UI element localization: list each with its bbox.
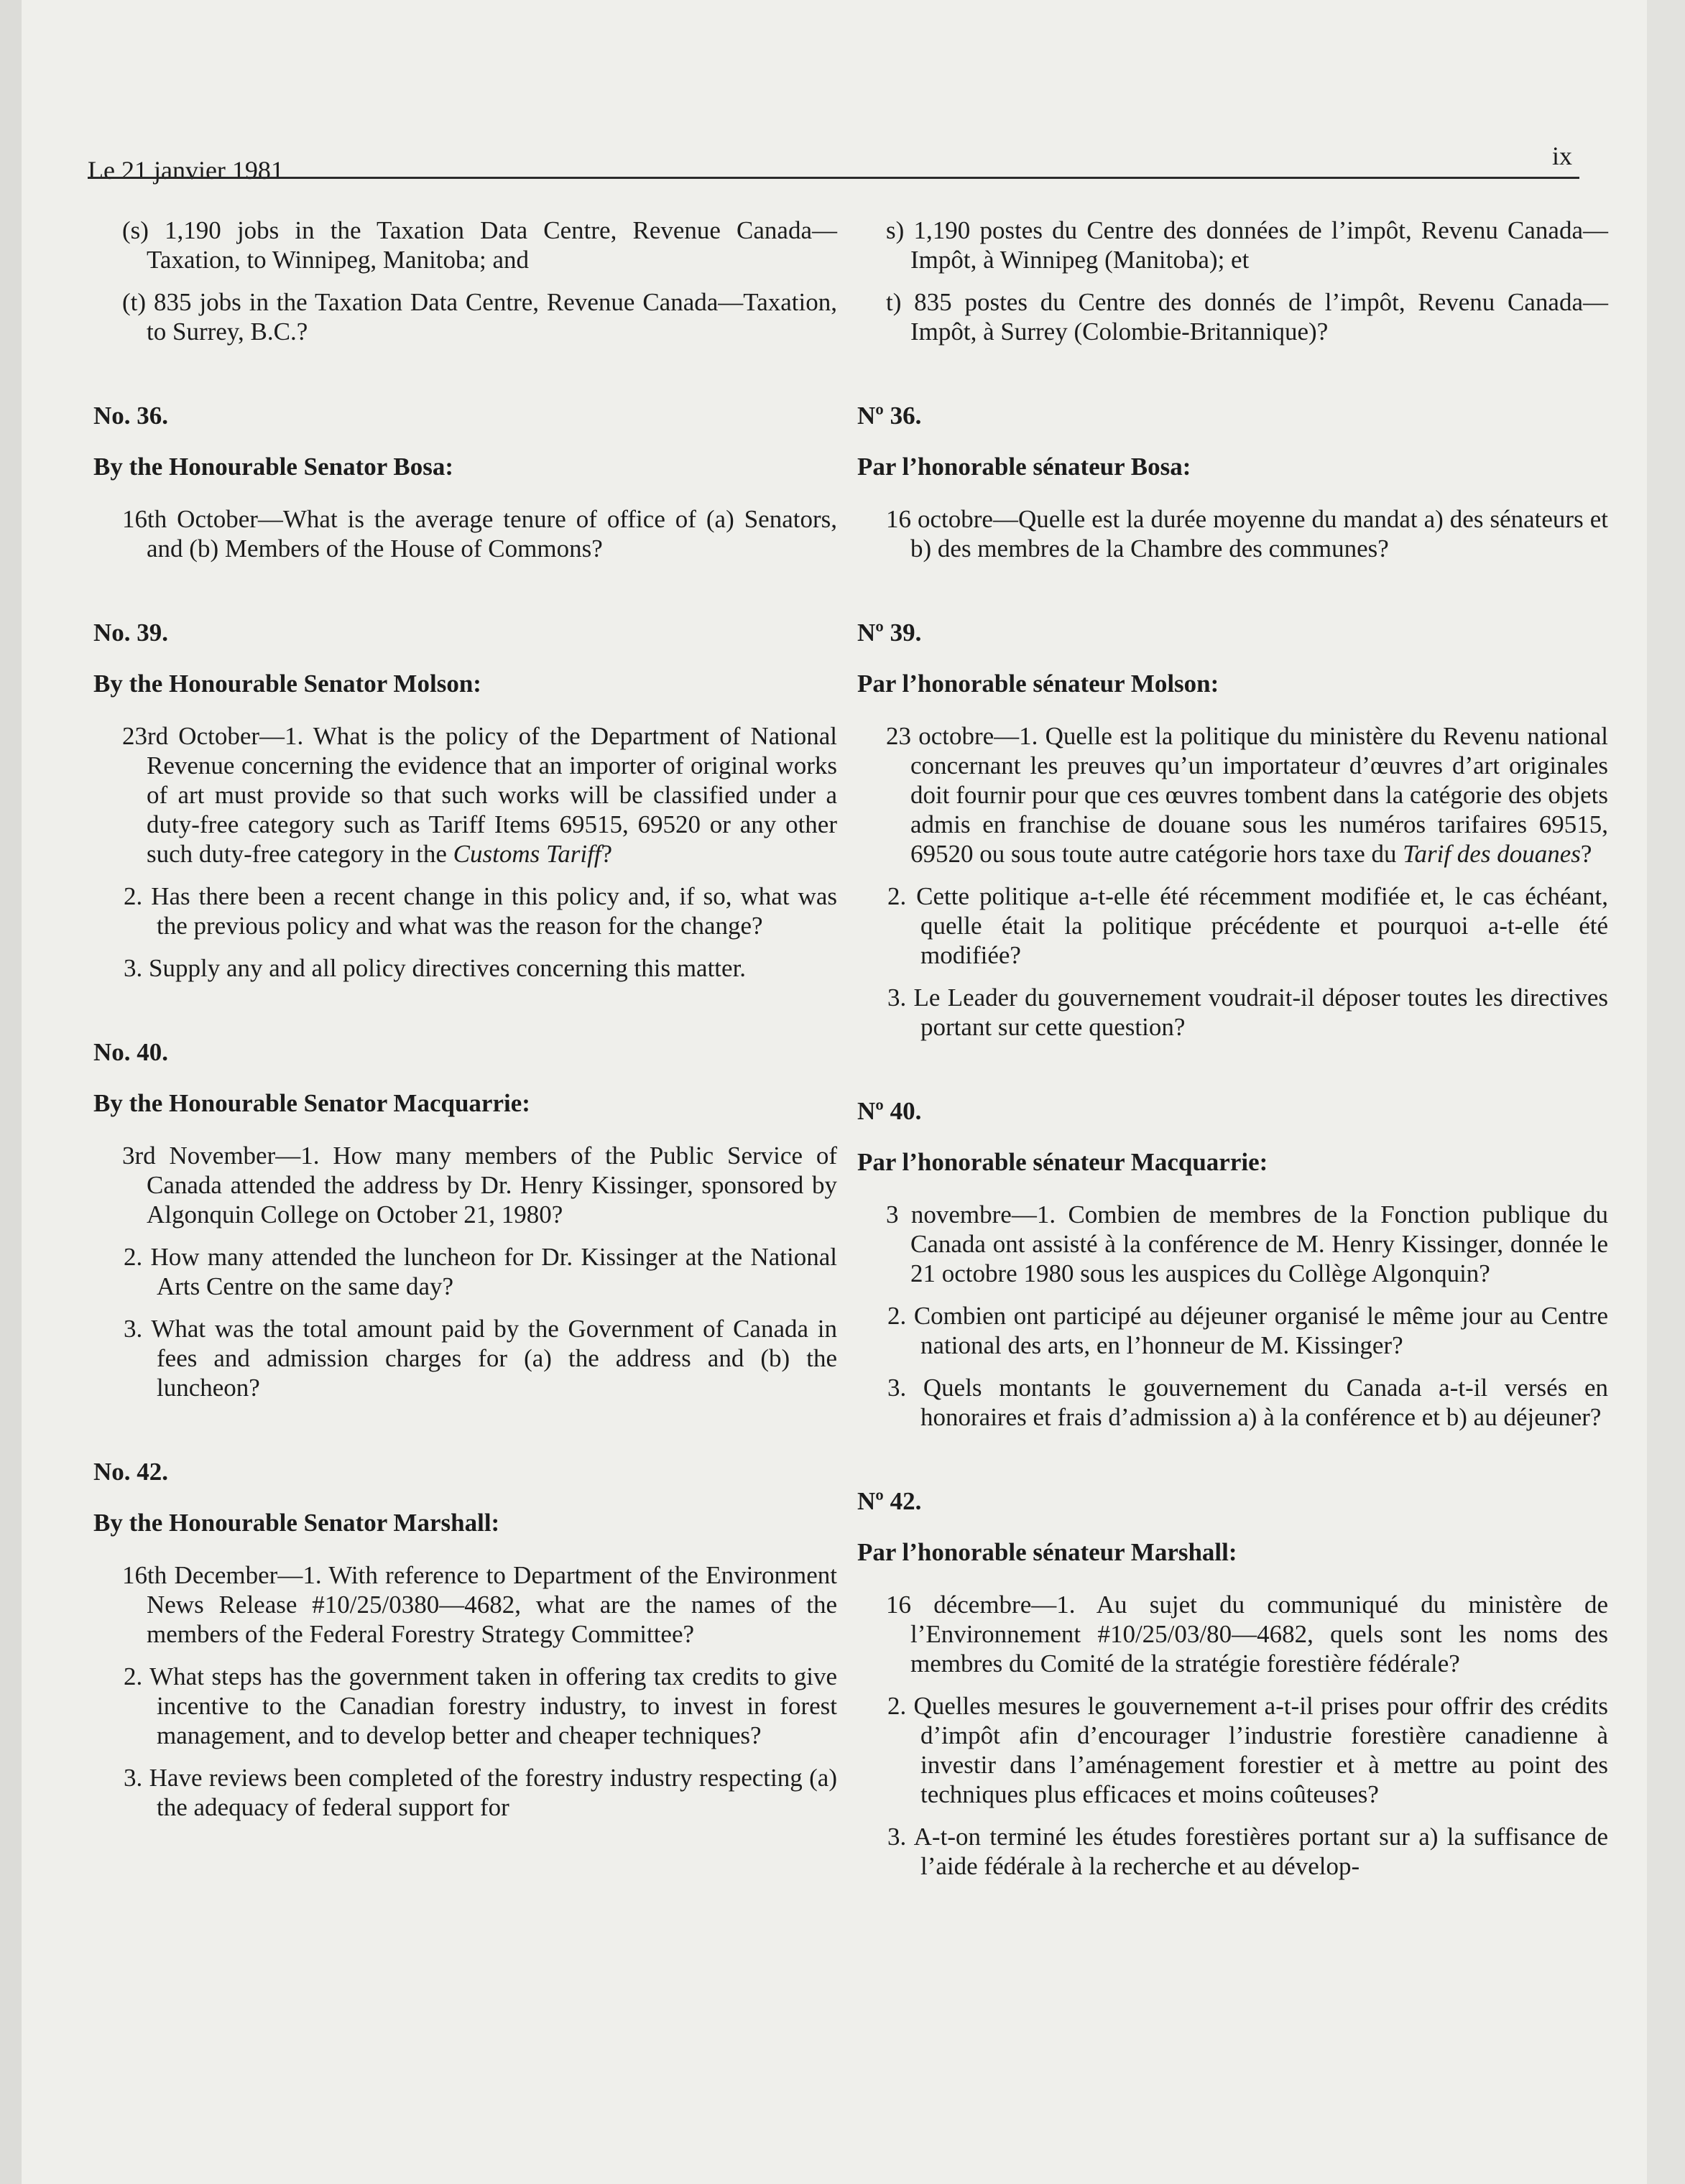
q39-part1-italic: Customs Tariff bbox=[453, 840, 601, 868]
question-number-36: No. 36. bbox=[93, 402, 169, 430]
question-author-42: By the Honourable Senator Marshall: bbox=[93, 1509, 500, 1537]
continuation-item-s-fr: s) 1,190 postes du Centre des données de l’impôt, Revenu Canada—Impôt, à Winnipeg (Manitoba); et bbox=[886, 216, 1608, 274]
question-text-39-part-3: 3. Supply any and all policy directives concerning this matter. bbox=[124, 954, 747, 982]
page-binding-edge bbox=[0, 0, 22, 2184]
question-number-40-fr: Nº 40. bbox=[857, 1097, 922, 1125]
question-number-39: No. 39. bbox=[93, 619, 169, 647]
question-number-40: No. 40. bbox=[93, 1038, 169, 1066]
question-number-42-fr: Nº 42. bbox=[857, 1487, 922, 1515]
question-text-39-fr-part-3: 3. Le Leader du gouvernement voudrait-il déposer toutes les directives portant sur cette question? bbox=[887, 984, 1608, 1041]
header-date: Le 21 janvier 1981 bbox=[88, 156, 284, 185]
french-column bbox=[857, 216, 1608, 1894]
question-author-40: By the Honourable Senator Macquarrie: bbox=[93, 1089, 530, 1117]
continuation-item-t: (t) 835 jobs in the Taxation Data Centre, Revenue Canada—Taxation, to Surrey, B.C.? bbox=[122, 288, 837, 346]
question-author-36-fr: Par l’honorable sénateur Bosa: bbox=[857, 453, 1191, 481]
question-text-42-fr-part-3: 3. A-t-on terminé les études forestières portant sur a) la suffisance de l’aide fédérale à la recherche et au dévelop- bbox=[887, 1823, 1608, 1880]
question-text-36-fr: 16 octobre—Quelle est la durée moyenne du mandat a) des sénateurs et b) des membres de la Chambre des communes? bbox=[886, 505, 1608, 563]
question-text-40-part-3: 3. What was the total amount paid by the Government of Canada in fees and admission charges for (a) the address and (b) the luncheon? bbox=[124, 1315, 837, 1402]
question-text-42-part-1: 16th December—1. With reference to Department of the Environment News Release #10/25/0380—4682, what are the names of the members of the Federal Forestry Strategy Committee? bbox=[122, 1561, 837, 1648]
question-author-40-fr: Par l’honorable sénateur Macquarrie: bbox=[857, 1148, 1268, 1176]
q39-fr-part1-italic: Tarif des douanes bbox=[1403, 840, 1581, 868]
question-text-40-part-1: 3rd November—1. How many members of the Public Service of Canada attended the address by Dr. Henry Kissinger, sponsored by Algonquin College on October 21, 1980? bbox=[122, 1142, 837, 1228]
question-author-42-fr: Par l’honorable sénateur Marshall: bbox=[857, 1538, 1237, 1566]
question-text-40-fr-part-3: 3. Quels montants le gouvernement du Canada a-t-il versés en honoraires et frais d’admission a) à la conférence et b) au déjeuner? bbox=[887, 1374, 1608, 1431]
question-text-40-fr-part-1: 3 novembre—1. Combien de membres de la Fonction publique du Canada ont assisté à la conférence de M. Henry Kissinger, donnée le 21 octobre 1980 sous les auspices du Collège Algonquin? bbox=[886, 1200, 1608, 1287]
header-rule bbox=[88, 177, 1579, 179]
q39-part1-end: ? bbox=[601, 840, 613, 868]
document-page bbox=[22, 0, 1647, 2184]
question-text-40-part-2: 2. How many attended the luncheon for Dr. Kissinger at the National Arts Centre on the same day? bbox=[124, 1243, 837, 1300]
question-number-42: No. 42. bbox=[93, 1458, 169, 1486]
question-number-39-fr: Nº 39. bbox=[857, 619, 922, 647]
question-text-36: 16th October—What is the average tenure of office of (a) Senators, and (b) Members of the House of Commons? bbox=[122, 505, 837, 563]
page-right-edge bbox=[1647, 0, 1685, 2184]
question-text-39-part-2: 2. Has there been a recent change in this policy and, if so, what was the previous policy and what was the reason for the change? bbox=[124, 882, 837, 940]
q39-fr-part1-text: 23 octobre—1. Quelle est la politique du ministère du Revenu national concernant les preuves qu’un importateur d’œuvres d’art originales doit fournir pour que ces œuvres tombent dans la catégorie des objets admis en franchise de douane sous les numéros tarifaires 69515, 69520 ou sous toute autre catégorie hors taxe du bbox=[886, 722, 1608, 868]
question-author-36: By the Honourable Senator Bosa: bbox=[93, 453, 454, 481]
english-column bbox=[93, 216, 837, 1835]
question-text-39-fr-part-1 bbox=[857, 721, 1608, 869]
q39-part1-text: 23rd October—1. What is the policy of the Department of National Revenue concerning the evidence that an importer of original works of art must provide so that such works will be classified under a duty-free category such as Tariff Items 69515, 69520 or any other such duty-free category in the bbox=[122, 722, 837, 868]
question-text-42-fr-part-1: 16 décembre—1. Au sujet du communiqué du ministère de l’Environnement #10/25/03/80—4682, quels sont les noms des membres du Comité de la stratégie forestière fédérale? bbox=[886, 1591, 1608, 1678]
question-text-42-part-3: 3. Have reviews been completed of the forestry industry respecting (a) the adequacy of federal support for bbox=[124, 1764, 837, 1821]
q39-fr-part1-end: ? bbox=[1580, 840, 1592, 868]
page-number: ix bbox=[1552, 142, 1573, 170]
question-text-39-fr-part-2: 2. Cette politique a-t-elle été récemment modifiée et, le cas échéant, quelle était la politique précédente et pourquoi a-t-elle été modifiée? bbox=[887, 882, 1608, 969]
continuation-item-s: (s) 1,190 jobs in the Taxation Data Centre, Revenue Canada—Taxation, to Winnipeg, Manitoba; and bbox=[122, 216, 837, 274]
question-text-42-fr-part-2: 2. Quelles mesures le gouvernement a-t-il prises pour offrir des crédits d’impôt afin d’encourager l’industrie forestière canadienne à investir dans l’aménagement forestier et à mettre au point des techniques plus efficaces et moins coûteuses? bbox=[887, 1692, 1608, 1808]
question-author-39-fr: Par l’honorable sénateur Molson: bbox=[857, 670, 1219, 698]
question-number-36-fr: Nº 36. bbox=[857, 402, 922, 430]
question-text-39-part-1 bbox=[93, 721, 837, 869]
question-text-42-part-2: 2. What steps has the government taken in offering tax credits to give incentive to the Canadian forestry industry, to invest in forest management, and to develop better and cheaper techniques? bbox=[124, 1662, 837, 1749]
question-text-40-fr-part-2: 2. Combien ont participé au déjeuner organisé le même jour au Centre national des arts, en l’honneur de M. Kissinger? bbox=[887, 1302, 1608, 1359]
question-author-39: By the Honourable Senator Molson: bbox=[93, 670, 481, 698]
continuation-item-t-fr: t) 835 postes du Centre des donnés de l’impôt, Revenu Canada—Impôt, à Surrey (Colombie-Britannique)? bbox=[886, 288, 1608, 346]
